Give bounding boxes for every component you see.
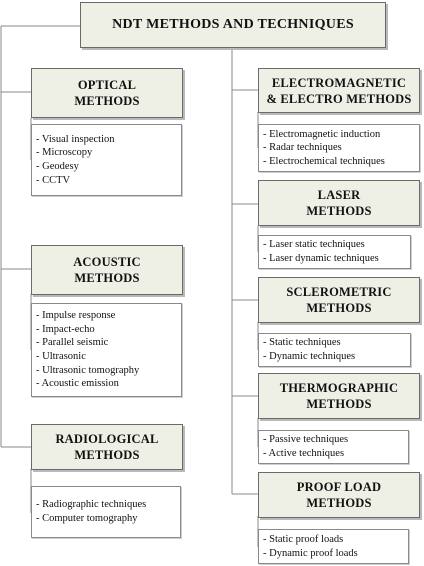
- optical-methods-header: [31, 68, 183, 118]
- list-item: - Parallel seismic: [36, 337, 109, 349]
- acoustic-methods-list: [31, 303, 182, 397]
- list-item: - Dynamic techniques: [263, 351, 356, 362]
- optical-methods-list: [31, 124, 182, 196]
- acoustic-methods-header: [31, 245, 183, 295]
- list-item: - Computer tomography: [36, 513, 138, 524]
- thermographic-methods-list: [258, 430, 409, 464]
- header-line: & ELECTRO METHODS: [266, 91, 412, 106]
- list-item: - Laser static techniques: [263, 239, 365, 251]
- header-line: METHODS: [306, 496, 372, 510]
- list-item: - Visual inspection: [36, 133, 115, 145]
- header-line: METHODS: [74, 94, 140, 108]
- list-item: - Active techniques: [263, 448, 345, 459]
- list-item: - Ultrasonic: [36, 351, 86, 362]
- list-item: - Static techniques: [263, 337, 341, 349]
- header-line: METHODS: [306, 301, 372, 315]
- proof-load-methods-header: [258, 472, 420, 518]
- header-line: LASER: [317, 188, 361, 202]
- list-item: - Impact-echo: [36, 323, 95, 335]
- electromagnetic-methods-header: [258, 68, 420, 113]
- header-line: ACOUSTIC: [73, 255, 141, 269]
- radiological-methods-list: [31, 486, 181, 538]
- laser-methods-header: [258, 180, 420, 226]
- list-item: - Ultrasonic tomography: [36, 364, 140, 376]
- header-line: METHODS: [306, 204, 372, 218]
- diagram-title: NDT METHODS AND TECHNIQUES: [80, 2, 386, 48]
- header-line: METHODS: [74, 271, 140, 285]
- sclerometric-methods-list: [258, 333, 411, 367]
- list-item: - Dynamic proof loads: [263, 547, 358, 559]
- list-item: - Electromagnetic induction: [263, 128, 381, 140]
- list-item: - Radiographic techniques: [36, 499, 147, 511]
- header-line: THERMOGRAPHIC: [279, 381, 399, 395]
- list-item: - Acoustic emission: [36, 378, 119, 390]
- list-item: - Electrochemical techniques: [263, 155, 385, 167]
- header-line: METHODS: [74, 448, 140, 462]
- list-item: - Impulse response: [36, 310, 116, 322]
- header-line: ELECTROMAGNETIC: [271, 75, 407, 90]
- header-line: OPTICAL: [77, 78, 137, 92]
- header-line: PROOF LOAD: [296, 480, 382, 494]
- list-item: - Passive techniques: [263, 434, 349, 446]
- thermographic-methods-header: [258, 373, 420, 419]
- header-line: METHODS: [306, 397, 372, 411]
- list-item: - Static proof loads: [263, 533, 344, 545]
- list-item: - Geodesy: [36, 161, 79, 172]
- electromagnetic-methods-list: [258, 124, 420, 172]
- list-item: - Radar techniques: [263, 142, 342, 154]
- sclerometric-methods-header: [258, 277, 420, 323]
- list-item: - Laser dynamic techniques: [263, 253, 379, 264]
- proof-load-methods-list: [258, 529, 409, 564]
- header-line: SCLEROMETRIC: [286, 285, 392, 299]
- list-item: - Microscopy: [36, 147, 93, 159]
- radiological-methods-header: [31, 424, 183, 470]
- header-line: RADIOLOGICAL: [55, 432, 159, 446]
- laser-methods-list: [258, 235, 411, 269]
- list-item: - CCTV: [36, 174, 71, 186]
